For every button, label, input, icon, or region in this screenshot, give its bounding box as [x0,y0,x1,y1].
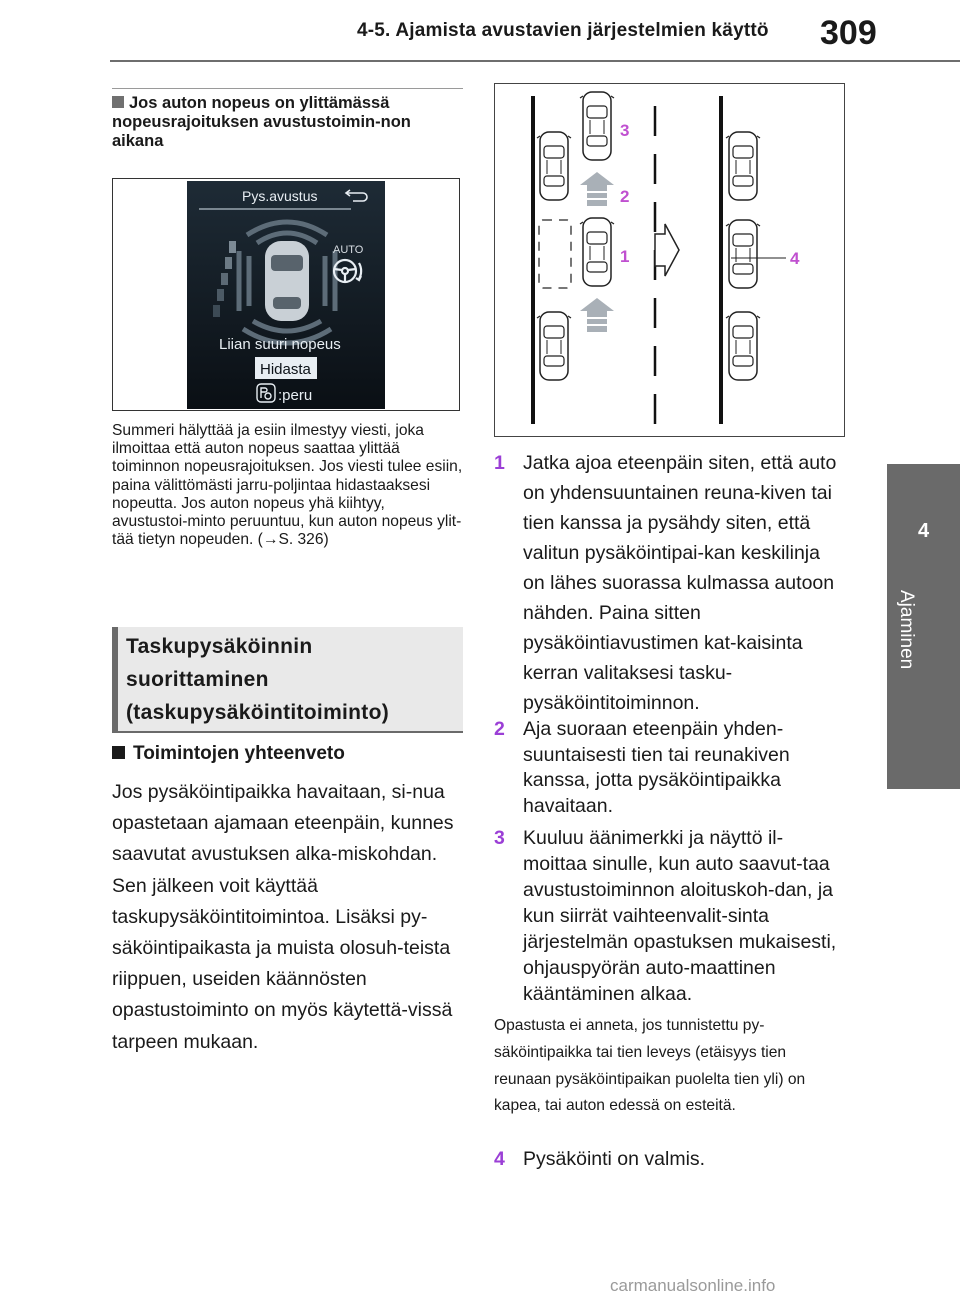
watermark: carmanualsonline.info [610,1276,776,1295]
section-heading-line-2: suorittaminen [126,668,269,691]
section-heading-line-3: (taskupysäköintitoiminto) [126,701,390,724]
header-rule [110,60,960,62]
section-heading-line-1: Taskupysäköinnin [126,635,313,658]
step-number: 3 [494,827,505,849]
step-number: 4 [494,1148,505,1170]
subheading-rule [112,88,463,89]
diagram-label-1: 1 [620,247,630,266]
up-arrow-icon [580,298,614,332]
right-arrow-icon [655,224,679,276]
section-heading [126,630,456,729]
subheading-summary [112,743,345,765]
auto-label: AUTO [333,244,364,256]
parked-car [537,132,571,200]
display-cancel: :peru [278,387,313,404]
chapter-label-text: Ajaminen [896,590,917,670]
chapter-label [895,590,917,690]
diagram-label-2: 2 [620,187,630,206]
step-number: 1 [494,452,505,474]
square-bullet-icon [112,746,125,759]
car-position-3 [580,92,614,160]
diagram-label-3: 3 [620,121,630,140]
parked-car [726,312,760,380]
section-heading-underline [112,731,463,733]
subheading-speed-limit [112,94,464,151]
step-text: Jatka ajoa eteenpäin siten, että auto on yhdensuuntainen reuna-kiven tai tien kanssa ja pysähdy siten, että valitun pysäköintipai-kan keskilinja on lähes suorassa kulmassa autoon nähden. Paina sitten pysäköintiavustimen kat-kaisinta kerran valitaksesi tasku-pysäköintitoiminnon. [523,452,837,714]
paragraph-summary: Jos pysäköintipaikka havaitaan, si-nua opastetaan ajamaan eteenpäin, kunnes saavutat avustuksen alka-miskohdan. Sen jälkeen voit käyttää taskupysäköintitoimintoa. Lisäksi py-säköintipaikasta ja muista olosuh-teista riippuen, useiden käännösten opastustoiminto on myös käytettä-vissä tarpeen mukaan. [112,781,454,1053]
subheading-summary-text: Toimintojen yhteenveto [133,743,345,764]
step-text: Kuuluu äänimerkki ja näyttö il-moittaa sinulle, kun auto saavut-taa avustustoiminnon aloituskoh-dan, ja kun siirrät vaihteenvalit-sinta järjestelmän opastuksen mukaisesti, ohjauspyörän auto-maattinen kääntäminen alkaa. [523,827,837,1005]
up-arrow-icon [580,172,614,206]
display-graphic [187,181,385,409]
section-heading-bar [112,627,118,731]
step-number: 2 [494,718,505,740]
subheading-speed-limit-text: Jos auton nopeus on ylittämässä nopeusrajoituksen avustustoimin-non aikana [112,94,411,150]
diagram-label-4: 4 [790,249,800,268]
display-slow-down: Hidasta [260,361,311,378]
parking-assist-display [187,181,385,409]
note-text: Opastusta ei anneta, jos tunnistettu py-säköintipaikka tai tien leveys (etäisyys tien reunaan pysäköintipaikan puolelta tien yli) on kapea, tai auton edessä on esteitä. [494,1017,806,1115]
parked-car [726,132,760,200]
car-position-1 [580,218,614,286]
section-header-title: 4-5. Ajamista avustavien järjestelmien käyttö [357,20,769,41]
car-parked-final [726,220,760,288]
parallel-parking-diagram [494,83,845,437]
display-title: Pys.avustus [242,188,318,204]
page-number: 309 [820,14,877,52]
step-text: Pysäköinti on valmis. [523,1148,706,1170]
parked-car [537,312,571,380]
display-warning: Liian suuri nopeus [219,336,341,353]
parking-space-outline [539,220,571,288]
paragraph-speed-warning: Summeri hälyttää ja esiin ilmestyy viesti, joka ilmoittaa että auton nopeus saattaa ylittää toiminnon nopeusrajoituksen. Jos viesti tulee esiin, paina välittömästi jarru-poljintaa hidastaaksesi nopeutta. Jos auton nopeus yhä kiihtyy, avustustoi-minto peruuntuu, kun auton nopeus ylit-tää tietyn nopeuden. (→S. 326) [112,422,463,549]
step-text: Aja suoraan eteenpäin yhden-suuntaisesti tien tai reunakiven kanssa, jotta pysäköintipaikka havaitaan. [523,718,790,817]
chapter-number: 4 [917,520,930,542]
car-top-view-icon [265,241,309,321]
square-bullet-icon [112,96,124,108]
parking-diagram-graphic [495,84,844,436]
